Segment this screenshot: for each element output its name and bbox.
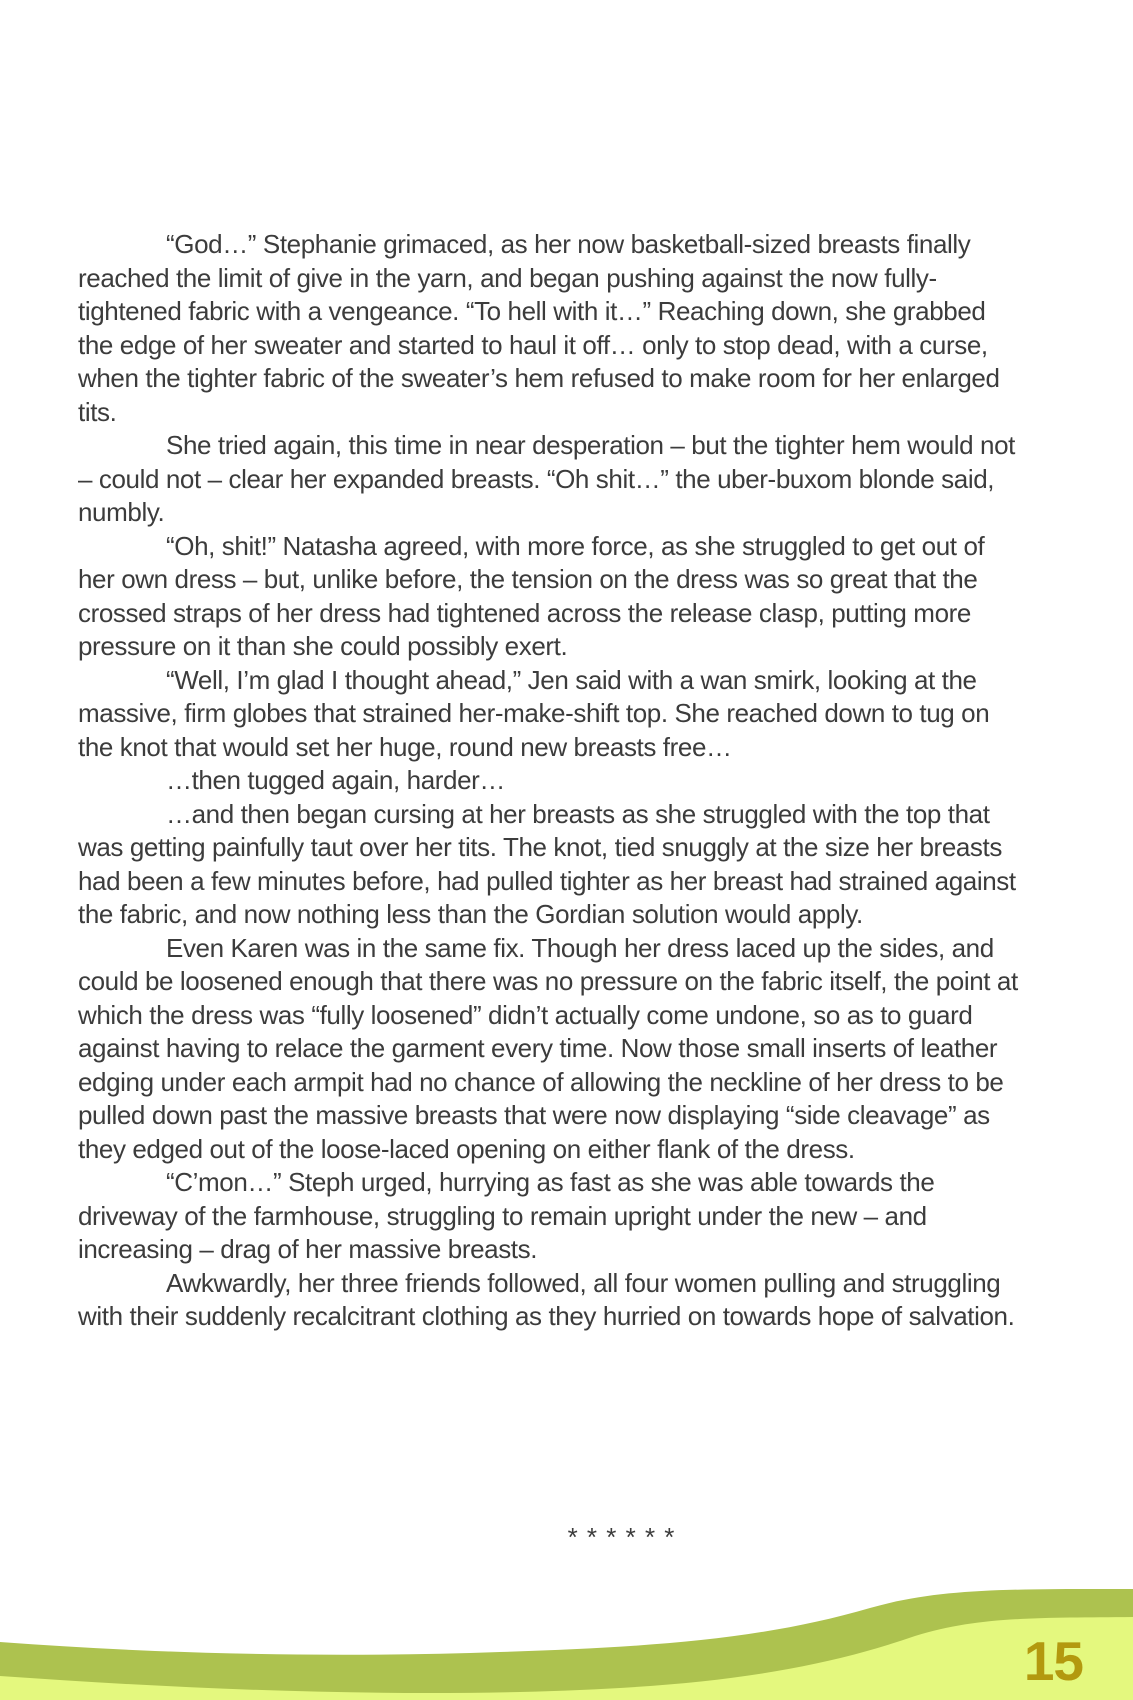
paragraph: “Oh, shit!” Natasha agreed, with more force, as she struggled to get out of her own dress – but, unlike before, the tension on the dress was so great that the crossed straps of her dress had tightened across the release clasp, putting more pressure on it than she could possibly exert.: [78, 530, 985, 661]
scene-break-asterisks: * * * * * *: [567, 1522, 676, 1552]
paragraph: “God…” Stephanie grimaced, as her now basketball-sized breasts finally reached the limit of give in the yarn, and began pushing against the now fully-tightened fabric with a vengeance. “To hell with it…” Reaching down, she grabbed the edge of her sweater and started to haul it off… only to stop dead, with a curse, when the tighter fabric of the sweater’s hem refused to make room for her enlarged tits.: [78, 229, 1000, 427]
paragraph: …and then began cursing at her breasts as she struggled with the top that was getting painfully taut over her tits. The knot, tied snuggly at the size her breasts had been a few minutes before, had pulled tighter as her breast had strained against the fabric, and now nothing less than the Gordian solution would apply.: [78, 798, 1016, 929]
paragraph: …then tugged again, harder…: [166, 765, 505, 795]
paragraph: Even Karen was in the same fix. Though her dress laced up the sides, and could be loosened enough that there was no pressure on the fabric itself, the point at which the dress was “fully loosened” didn’t actually come undone, so as to guard against having to relace the garment every time. Now those small inserts of leather edging under each armpit had no chance of allowing the neckline of her dress to be pulled down past the massive breasts that were now displaying “side cleavage” as they edged out of the loose-laced opening on either flank of the dress.: [78, 932, 1018, 1164]
story-text-block: [78, 228, 1020, 1334]
page-number: 15: [1023, 1630, 1083, 1692]
paragraph: She tried again, this time in near desperation – but the tighter hem would not – could not – clear her expanded breasts. “Oh shit…” the uber-buxom blonde said, numbly.: [78, 430, 1016, 527]
paragraph: Awkwardly, her three friends followed, all four women pulling and struggling with their suddenly recalcitrant clothing as they hurried on towards hope of salvation.: [78, 1267, 1015, 1331]
paragraph: “C’mon…” Steph urged, hurrying as fast as she was able towards the driveway of the farmhouse, struggling to remain upright under the new – and increasing – drag of her massive breasts.: [78, 1167, 935, 1264]
paragraph: “Well, I’m glad I thought ahead,” Jen said with a wan smirk, looking at the massive, firm globes that strained her-make-shift top. She reached down to tug on the knot that would set her huge, round new breasts free…: [78, 664, 990, 762]
footer-wave-decoration: [0, 1440, 1133, 1700]
